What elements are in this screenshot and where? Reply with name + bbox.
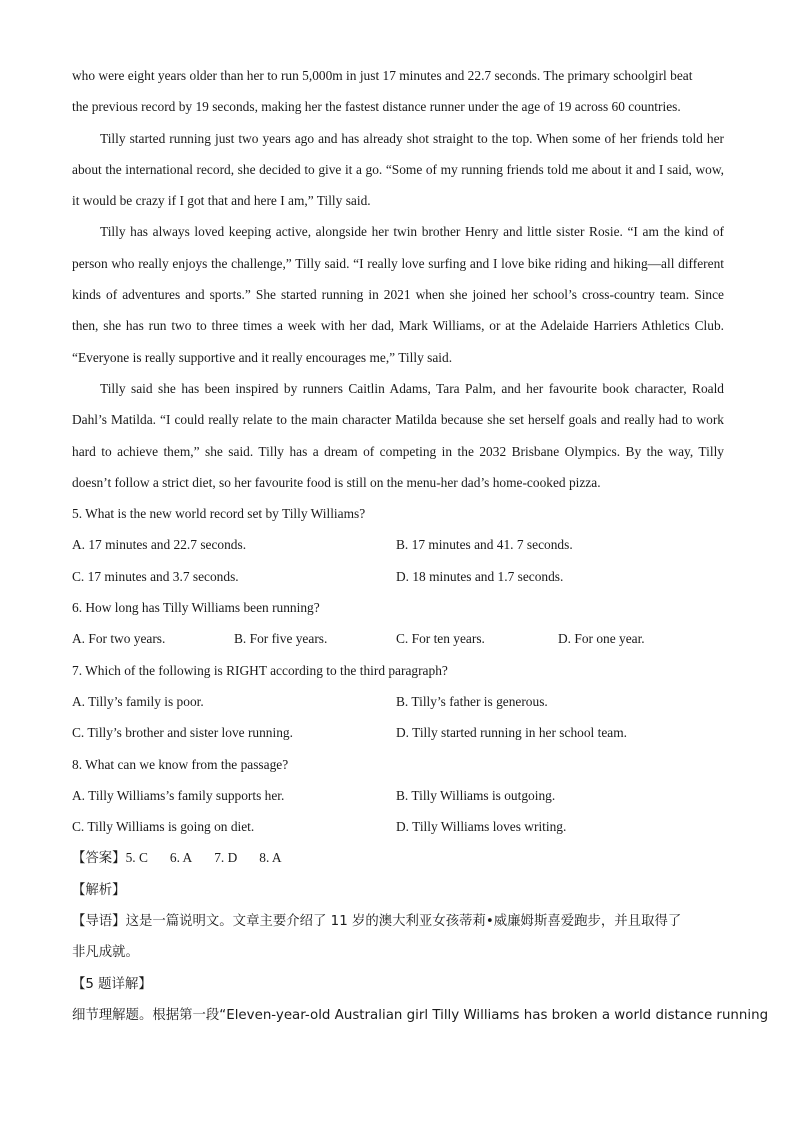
question-5-options-row2 <box>72 561 724 592</box>
answer-item-7: 7. D <box>214 850 238 866</box>
question-6-option-a: A. For two years. <box>72 631 166 647</box>
guide-label: 【导语】 <box>72 914 126 930</box>
q5-detail-text <box>72 999 769 1030</box>
question-7-options-row2 <box>72 717 724 748</box>
question-7-option-a: A. Tilly’s family is poor. <box>72 693 204 709</box>
answer-item-6: 6. A <box>169 850 193 866</box>
question-6-option-c: C. For ten years. <box>396 631 485 647</box>
q5-detail-label: 【5 题详解】 <box>72 976 152 992</box>
question-5-option-a: A. 17 minutes and 22.7 seconds. <box>72 537 247 553</box>
guide-line-1 <box>72 905 724 936</box>
answer-line <box>72 842 724 873</box>
question-8-option-d: D. Tilly Williams loves writing. <box>396 819 567 835</box>
question-5-option-d: D. 18 minutes and 1.7 seconds. <box>396 568 564 584</box>
q5-detail-heading <box>72 968 724 999</box>
question-7-option-d: D. Tilly started running in her school team. <box>396 725 627 741</box>
passage-paragraph-2: Tilly started running just two years ago and has already shot straight to the top. When some of her friends told her about the international record, she decided to give it a go. “Some of my running friends told me about it and I said, wow, it would be crazy if I got that and here I am,” Tilly said. <box>72 130 724 209</box>
question-6-options-row <box>72 623 724 654</box>
answer-label: 【答案】 <box>72 851 126 867</box>
question-7-stem: 7. Which of the following is RIGHT according to the third paragraph? <box>72 662 448 678</box>
question-6-option-d: D. For one year. <box>558 631 645 647</box>
analysis-heading <box>72 874 724 905</box>
guide-text-1: 这是一篇说明文。文章主要介绍了 11 岁的澳大利亚女孩蒂莉•威廉姆斯喜爱跑步，并且取得了 <box>125 914 682 930</box>
question-5-option-c: C. 17 minutes and 3.7 seconds. <box>72 568 239 584</box>
passage-p1-line2: the previous record by 19 seconds, making her the fastest distance runner under the age of 19 across 60 countries. <box>72 99 681 115</box>
passage-paragraph-3: Tilly has always loved keeping active, alongside her twin brother Henry and little sister Rosie. “I am the kind of person who really enjoys the challenge,” Tilly said. “I really love surfing and I love bike riding and hiking—all different kinds of adventures and sports.” She started running in 2021 when she joined her school’s cross-country team. Since then, she has run two to three times a week with her dad, Mark Williams, or at the Adelaide Harriers Athletics Club. “Everyone is really supportive and it really encourages me,” Tilly said. <box>72 224 724 365</box>
document-page <box>72 60 769 1030</box>
answer-item-5: 5. C <box>125 850 148 866</box>
question-5-option-b: B. 17 minutes and 41. 7 seconds. <box>396 537 573 553</box>
question-6-option-b: B. For five years. <box>234 631 328 647</box>
analysis-label: 【解析】 <box>72 882 126 898</box>
question-5-stem: 5. What is the new world record set by Tilly Williams? <box>72 506 366 522</box>
question-5-options-row1 <box>72 529 724 560</box>
question-8-options-row2 <box>72 811 724 842</box>
question-8-option-b: B. Tilly Williams is outgoing. <box>396 787 556 803</box>
question-7-option-c: C. Tilly’s brother and sister love running. <box>72 725 293 741</box>
question-8-options-row1 <box>72 780 724 811</box>
question-8-option-c: C. Tilly Williams is going on diet. <box>72 819 255 835</box>
guide-text-2: 非凡成就。 <box>72 945 139 961</box>
question-6-stem: 6. How long has Tilly Williams been running? <box>72 600 320 616</box>
question-8-option-a: A. Tilly Williams’s family supports her. <box>72 787 285 803</box>
passage-paragraph-4: Tilly said she has been inspired by runners Caitlin Adams, Tara Palm, and her favourite book character, Roald Dahl’s Matilda. “I could really relate to the main character Matilda because she set herself goals and really had to work hard to achieve them,” she said. Tilly has a dream of competing in the 2032 Brisbane Olympics. By the way, Tilly doesn’t follow a strict diet, so her favourite food is still on the menu-her dad’s home-cooked pizza. <box>72 380 724 490</box>
q5-detail-body: 细节理解题。根据第一段“Eleven-year-old Australian girl Tilly Williams has broken a world distance running <box>72 1007 769 1023</box>
guide-line-2 <box>72 936 724 967</box>
answer-item-8: 8. A <box>259 850 282 866</box>
question-8-stem: 8. What can we know from the passage? <box>72 756 289 772</box>
question-7-option-b: B. Tilly’s father is generous. <box>396 693 548 709</box>
passage-p1-line1: who were eight years older than her to run 5,000m in just 17 minutes and 22.7 seconds. The primary schoolgirl beat <box>72 68 693 83</box>
question-7-options-row1 <box>72 686 724 717</box>
